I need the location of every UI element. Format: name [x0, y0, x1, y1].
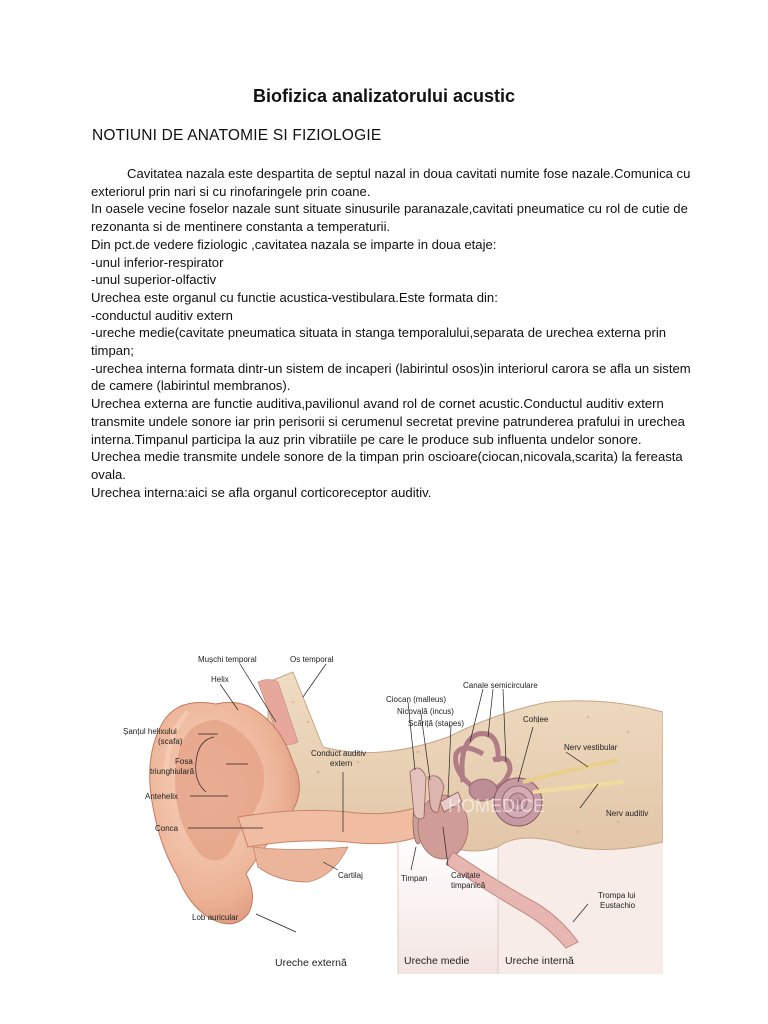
label-cartilaj: Cartilaj — [338, 871, 363, 880]
ear-anatomy-figure — [118, 642, 663, 974]
label-fosa: Fosa — [175, 757, 193, 766]
label-ciocan: Ciocan (malleus) — [386, 695, 447, 704]
label-timpan: Timpan — [401, 874, 428, 883]
label-scafa: (scafa) — [158, 737, 183, 746]
section-ureche-interna: Ureche internă — [505, 955, 574, 967]
label-triunghiulara: triunghiulară — [150, 767, 195, 776]
ear-canal — [238, 807, 418, 847]
section-ureche-medie: Ureche medie — [404, 955, 470, 967]
paragraph: -unul inferior-respirator — [91, 254, 224, 270]
body-text — [91, 165, 691, 501]
label-conduct-auditiv: Conduct auditiv — [311, 749, 367, 758]
paragraph: Urechea medie transmite undele sonore de la timpan prin oscioare(ciocan,nicovala,scarita) la fereasta ovala. — [91, 449, 683, 482]
label-nerv-vestibular: Nerv vestibular — [564, 743, 618, 752]
section-heading: NOTIUNI DE ANATOMIE SI FIZIOLOGIE — [92, 127, 382, 144]
label-antehelix: Antehelix — [145, 792, 178, 801]
paragraph: Urechea externa are functie auditiva,pavilionul avand rol de cornet acustic.Conductul auditiv extern transmite undele sonore iar prin perisorii si cerumenul secretat previne patrunderea prafului in urechea interna.Timpanul participa la auz prin vibratiile pe care le produce sub influenta undelor sonore. — [91, 396, 685, 447]
label-eustachio: Eustachio — [600, 901, 636, 910]
label-nicovala: Nicovală (incus) — [397, 707, 454, 716]
label-os-temporal: Os temporal — [290, 655, 334, 664]
paragraph: -conductul auditiv extern — [91, 307, 233, 323]
label-lob-auricular: Lob auricular — [192, 913, 239, 922]
ear-anatomy-illustration — [118, 642, 663, 974]
label-cavitate: Cavitate — [451, 871, 481, 880]
paragraph: Urechea este organul cu functie acustica-vestibulara.Este formata din: — [91, 289, 498, 305]
label-timpanica: timpanică — [451, 881, 486, 890]
paragraph: Urechea interna:aici se afla organul corticoreceptor auditiv. — [91, 484, 432, 500]
paragraph: -urechea interna formata dintr-un sistem de incaperi (labirintul osos)in interiorul carora se afla un sistem de camere (labirintul membranos). — [91, 360, 691, 394]
page-title: Biofizica analizatorului acustic — [252, 86, 516, 106]
paragraph: -ureche medie(cavitate pneumatica situata in stanga temporalului,separata de urechea externa prin timpan; — [91, 325, 667, 359]
label-nerv-auditiv: Nerv auditiv — [606, 809, 649, 818]
label-canale-semicirculare: Canale semicirculare — [463, 681, 538, 690]
label-trompa: Trompa lui — [598, 891, 636, 900]
label-conca: Conca — [155, 824, 179, 833]
label-santul-helixului: Șanțul helixului — [123, 727, 177, 736]
paragraph: In oasele vecine foselor nazale sunt situate sinusurile paranazale,cavitati pneumatice cu rol de cutie de rezonanta si de mentinere constanta a temperaturii. — [91, 201, 688, 235]
paragraph: -unul superior-olfactiv — [91, 272, 217, 288]
paragraph: Din pct.de vedere fiziologic ,cavitatea nazala se imparte in doua etaje: — [91, 236, 497, 252]
paragraph: Cavitatea nazala este despartita de septul nazal in doua cavitati numite fose nazale.Comunica cu exteriorul prin nari si cu rinofaringele prin coane. — [91, 166, 691, 199]
label-extern: extern — [330, 759, 353, 768]
label-scarita: Scăriță (stapes) — [408, 719, 465, 728]
label-helix: Helix — [211, 675, 229, 684]
cartilage — [253, 847, 348, 882]
label-muschi-temporal: Mușchi temporal — [198, 655, 257, 664]
watermark-text: HOMEDICE — [448, 796, 546, 816]
label-cohlee: Cohlee — [523, 715, 549, 724]
section-ureche-externa: Ureche externă — [275, 957, 347, 969]
